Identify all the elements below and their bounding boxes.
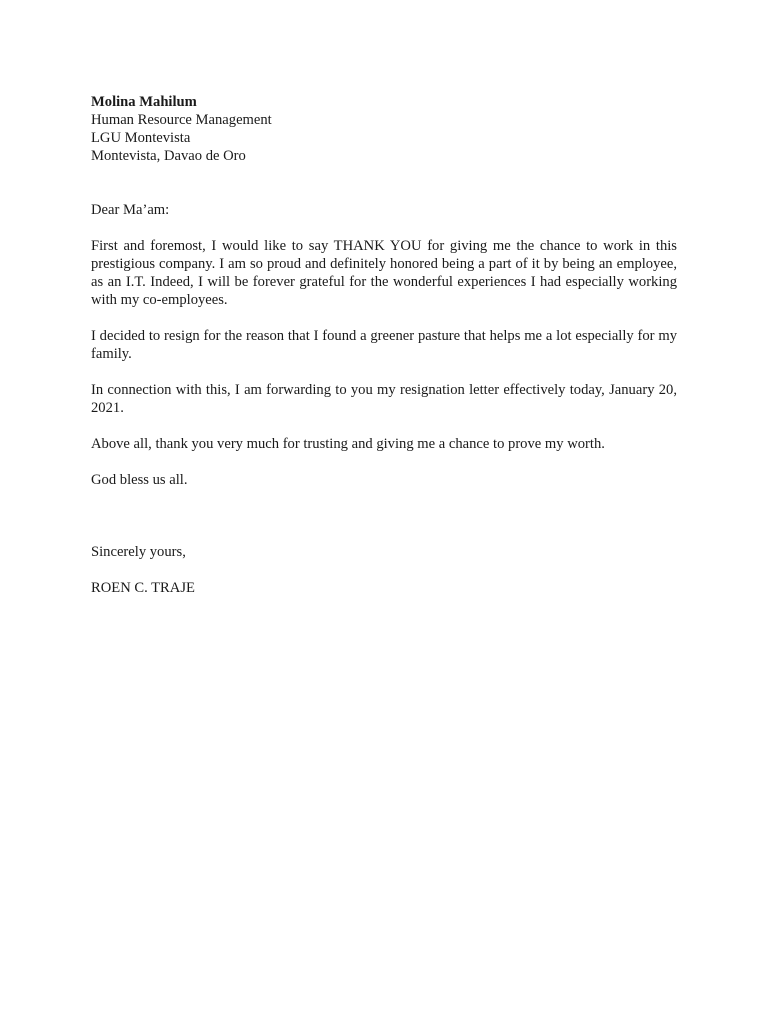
- paragraph-gratitude: First and foremost, I would like to say THANK YOU for giving me the chance to work in this prestigious company. I am so proud and definitely honored being a part of it by being an employee, as an I.T. Indeed, I will be forever grateful for the wonderful experiences I had especially working with my co-employees.: [91, 238, 677, 308]
- recipient-block: [91, 93, 677, 165]
- resignation-letter: [91, 93, 677, 597]
- recipient-department: Human Resource Management: [91, 112, 272, 128]
- signature-name: ROEN C. TRAJE: [91, 580, 195, 596]
- paragraph-effective-date: In connection with this, I am forwarding to you my resignation letter effectively today, January 20, 2021.: [91, 382, 677, 416]
- salutation: Dear Ma’am:: [91, 202, 170, 218]
- recipient-office: LGU Montevista: [91, 130, 191, 146]
- paragraph-reason: I decided to resign for the reason that I found a greener pasture that helps me a lot especially for my family.: [91, 328, 677, 362]
- paragraph-blessing: God bless us all.: [91, 472, 188, 488]
- paragraph-thanks: Above all, thank you very much for trusting and giving me a chance to prove my worth.: [91, 436, 605, 452]
- recipient-address: Montevista, Davao de Oro: [91, 148, 246, 164]
- closing: Sincerely yours,: [91, 544, 186, 560]
- recipient-name: Molina Mahilum: [91, 94, 197, 110]
